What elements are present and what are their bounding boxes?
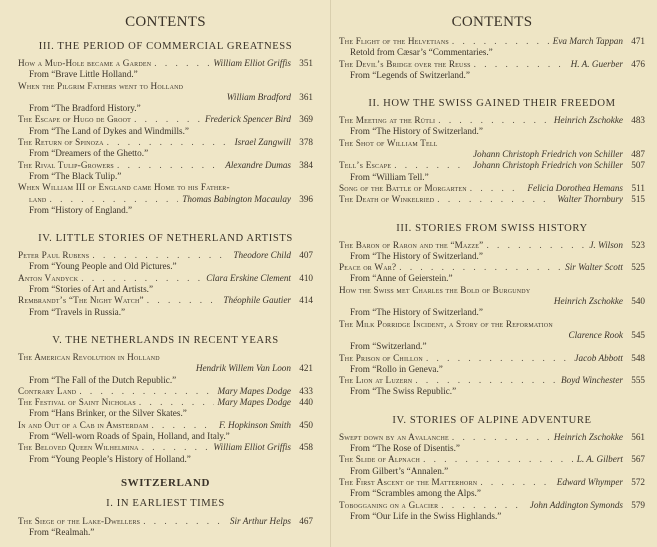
entry-title[interactable]: The Beloved Queen Wilhelmina bbox=[18, 442, 139, 453]
entry-author: Mary Mapes Dodge bbox=[217, 385, 291, 396]
entry-page-number: 421 bbox=[299, 363, 313, 374]
entry-author: J. Wilson bbox=[589, 239, 623, 250]
entry-author: Frederick Spencer Bird bbox=[204, 114, 291, 125]
entry-author: Israel Zangwill bbox=[234, 137, 291, 148]
entry-title[interactable]: The American Revolution in Holland bbox=[18, 351, 160, 362]
entry-page-number: 507 bbox=[631, 160, 645, 171]
entry-title[interactable]: Anton Vandyck bbox=[18, 272, 79, 283]
entry-page-number: 410 bbox=[299, 272, 313, 283]
entry-source: From Gilbert’s “Annalen.” bbox=[350, 465, 449, 476]
entry-author: Johann Christoph Friedrich von Schiller bbox=[472, 160, 623, 171]
leader-dots bbox=[140, 516, 226, 527]
toc-entry[interactable] bbox=[339, 59, 645, 82]
toc-entry[interactable] bbox=[18, 397, 313, 420]
entry-title[interactable]: Rembrandt’s “The Night Watch” bbox=[18, 295, 144, 306]
entry-page-number: 545 bbox=[631, 329, 645, 340]
entry-author: Edward Whymper bbox=[556, 476, 623, 487]
entry-author: Hendrik Willem Van Loon bbox=[195, 363, 291, 374]
entry-author-line bbox=[339, 149, 645, 160]
entry-line bbox=[18, 420, 313, 431]
entry-source: From “The Swiss Republic.” bbox=[350, 386, 457, 397]
entry-source: From “History of England.” bbox=[29, 204, 133, 215]
leader-dots bbox=[420, 454, 573, 465]
entry-line bbox=[339, 160, 645, 171]
toc-entry[interactable] bbox=[339, 262, 645, 285]
entry-title-line bbox=[18, 182, 313, 193]
leader-dots bbox=[136, 397, 214, 408]
entry-line bbox=[18, 397, 313, 408]
entry-line bbox=[339, 59, 645, 70]
toc-entry[interactable] bbox=[339, 36, 645, 59]
entry-title-line bbox=[339, 319, 645, 330]
entry-author: Sir Walter Scott bbox=[565, 262, 623, 273]
entry-line bbox=[339, 353, 645, 364]
section-heading: IV. LITTLE STORIES OF NETHERLAND ARTISTS bbox=[38, 233, 293, 245]
leader-dots bbox=[131, 114, 201, 125]
toc-entry[interactable] bbox=[339, 138, 645, 161]
entry-source: From “The Fall of the Dutch Republic.” bbox=[29, 374, 177, 385]
entry-page-number: 548 bbox=[631, 352, 645, 363]
entry-source: From “Scrambles among the Alps.” bbox=[350, 488, 481, 499]
entry-source: From “The Land of Dykes and Windmills.” bbox=[29, 125, 189, 136]
entry-title[interactable]: The Lion at Luzern bbox=[339, 375, 413, 386]
entry-line bbox=[18, 114, 313, 125]
entry-source: From “Anne of Geierstein.” bbox=[350, 273, 453, 284]
leader-dots bbox=[151, 58, 209, 69]
entry-title[interactable]: Song of the Battle of Morgarten bbox=[339, 182, 467, 193]
entry-line bbox=[18, 442, 313, 453]
leader-dots bbox=[391, 160, 469, 171]
entry-page-number: 378 bbox=[299, 137, 313, 148]
entry-source: From “William Tell.” bbox=[350, 171, 429, 182]
toc-entry[interactable] bbox=[339, 183, 645, 194]
entry-author: Clarence Rook bbox=[568, 329, 623, 340]
entry-page-number: 433 bbox=[299, 385, 313, 396]
entry-author-line bbox=[339, 330, 645, 341]
entry-line bbox=[339, 115, 645, 126]
entry-author-line bbox=[18, 363, 313, 374]
entry-title-line bbox=[339, 285, 645, 296]
toc-entry[interactable] bbox=[339, 454, 645, 477]
toc-entry[interactable] bbox=[18, 516, 313, 539]
entry-title[interactable]: How the Swiss met Charles the Bold of Burgundy bbox=[339, 284, 531, 295]
section-heading: I. IN EARLIEST TIMES bbox=[106, 497, 225, 509]
entry-title-continued[interactable]: land bbox=[29, 193, 47, 204]
entry-title[interactable]: The Festival of Saint Nicholas bbox=[18, 397, 136, 408]
toc-entry[interactable] bbox=[18, 81, 313, 115]
entry-line bbox=[339, 262, 645, 273]
leader-dots bbox=[104, 137, 231, 148]
toc-entry[interactable] bbox=[18, 137, 313, 160]
page-title: CONTENTS bbox=[451, 14, 533, 30]
entry-line bbox=[18, 58, 313, 69]
entry-source: From “Stories of Art and Artists.” bbox=[29, 284, 154, 295]
leader-dots bbox=[412, 375, 557, 386]
entry-title[interactable]: How a Mud-Hole became a Garden bbox=[18, 58, 152, 68]
leader-dots bbox=[449, 36, 549, 47]
entry-title[interactable]: The First Ascent of the Matterhorn bbox=[339, 476, 478, 487]
leader-dots bbox=[89, 250, 229, 261]
entry-line bbox=[18, 516, 313, 527]
entry-author: Eva March Tappan bbox=[552, 36, 623, 46]
toc-entry[interactable] bbox=[339, 319, 645, 353]
entry-title[interactable]: The Prison of Chillon bbox=[339, 352, 423, 363]
toc-entry[interactable] bbox=[18, 295, 313, 318]
entry-page-number: 572 bbox=[631, 476, 645, 487]
entry-author: Sir Arthur Helps bbox=[229, 515, 291, 526]
entry-title[interactable]: When the Pilgrim Fathers went to Holland bbox=[18, 80, 184, 91]
leader-dots bbox=[46, 194, 178, 205]
leader-dots bbox=[434, 194, 553, 205]
leader-dots bbox=[78, 273, 202, 284]
entry-page-number: 476 bbox=[631, 58, 645, 69]
toc-entry[interactable] bbox=[339, 160, 645, 183]
entry-author: L. A. Gilbert bbox=[576, 454, 623, 465]
entry-title[interactable]: Tell’s Escape bbox=[339, 160, 392, 171]
leader-dots bbox=[144, 295, 220, 306]
entry-page-number: 540 bbox=[631, 296, 645, 307]
entry-page-number: 361 bbox=[299, 91, 313, 102]
leader-dots bbox=[483, 240, 585, 251]
entry-source: From “Hans Brinker, or the Silver Skates.” bbox=[29, 408, 187, 419]
entry-line bbox=[18, 137, 313, 148]
page-title: CONTENTS bbox=[125, 14, 206, 30]
entry-title[interactable]: The Siege of the Lake-Dwellers bbox=[18, 515, 141, 526]
entry-source: From “Well-worn Roads of Spain, Holland, and Italy.” bbox=[29, 431, 230, 442]
entry-page-number: 396 bbox=[299, 193, 313, 204]
entry-title[interactable]: Peace or War? bbox=[339, 262, 397, 273]
entry-page-number: 407 bbox=[299, 250, 313, 261]
entry-author: William Bradford bbox=[226, 91, 291, 102]
entry-page-number: 450 bbox=[299, 419, 313, 430]
entry-title[interactable]: The Escape of Hugo de Groot bbox=[18, 114, 132, 125]
toc-entry[interactable] bbox=[18, 442, 313, 465]
entry-line bbox=[18, 160, 313, 171]
entry-title-line bbox=[18, 81, 313, 92]
leader-dots bbox=[139, 442, 210, 453]
entry-page-number: 483 bbox=[631, 115, 645, 126]
section-heading: III. THE PERIOD OF COMMERCIAL GREATNESS bbox=[38, 41, 293, 52]
entry-author: Jacob Abbott bbox=[574, 352, 623, 363]
entry-title-continued-line bbox=[18, 194, 313, 205]
entry-author: Boyd Winchester bbox=[561, 375, 623, 386]
entry-page-number: 384 bbox=[299, 159, 313, 170]
entry-page-number: 487 bbox=[631, 149, 645, 160]
entry-source: From “Young People’s History of Holland.” bbox=[29, 453, 191, 464]
entry-source: From “The Bradford History.” bbox=[29, 103, 141, 114]
section-heading: II. HOW THE SWISS GAINED THEIR FREEDOM bbox=[368, 98, 616, 110]
entry-title[interactable]: When William III of England came Home to his Father- bbox=[18, 182, 230, 193]
entry-line bbox=[339, 500, 645, 511]
entry-author: William Elliot Griffis bbox=[213, 58, 291, 68]
entry-page-number: 511 bbox=[631, 182, 645, 193]
entry-line bbox=[18, 386, 313, 397]
toc-entry[interactable] bbox=[339, 240, 645, 263]
entry-page-number: 440 bbox=[299, 397, 313, 408]
section-heading: III. STORIES FROM SWISS HISTORY bbox=[396, 222, 588, 234]
entry-title[interactable]: The Baron of Raron and the “Mazze” bbox=[339, 239, 484, 250]
leader-dots bbox=[76, 386, 213, 397]
entry-source: From “Brave Little Holland.” bbox=[29, 69, 138, 80]
entry-author: Walter Thornbury bbox=[557, 194, 623, 205]
entry-source: From “The Rose of Disentis.” bbox=[350, 443, 460, 454]
toc-entry[interactable] bbox=[339, 477, 645, 500]
entry-line bbox=[18, 250, 313, 261]
entry-source: From “The Black Tulip.” bbox=[29, 170, 122, 181]
entry-source: Retold from Cæsar’s “Commentaries.” bbox=[350, 47, 493, 58]
toc-entry[interactable] bbox=[339, 432, 645, 455]
entry-page-number: 561 bbox=[631, 431, 645, 442]
entry-author: Heinrich Zschokke bbox=[553, 296, 623, 307]
entry-title[interactable]: The Shot of William Tell bbox=[339, 137, 438, 148]
entry-author: Johann Christoph Friedrich von Schiller bbox=[472, 149, 623, 160]
entry-author: H. A. Guerber bbox=[570, 58, 623, 69]
entry-title[interactable]: The Flight of the Helvetians bbox=[339, 36, 449, 46]
toc-entry[interactable] bbox=[339, 375, 645, 398]
entry-source: From “Legends of Switzerland.” bbox=[350, 69, 470, 80]
entry-author: F. Hopkinson Smith bbox=[218, 419, 291, 430]
entry-page-number: 414 bbox=[299, 295, 313, 306]
leader-dots bbox=[148, 420, 215, 431]
entry-title[interactable]: Contrary Land bbox=[18, 385, 77, 396]
entry-page-number: 369 bbox=[299, 114, 313, 125]
toc-entry[interactable] bbox=[18, 160, 313, 183]
toc-entry[interactable] bbox=[18, 114, 313, 137]
leader-dots bbox=[396, 262, 561, 273]
toc-entry[interactable] bbox=[339, 194, 645, 205]
part-heading: SWITZERLAND bbox=[120, 476, 211, 489]
entry-title[interactable]: Swept down by an Avalanche bbox=[339, 431, 449, 442]
entry-source: From “Travels in Russia.” bbox=[29, 306, 126, 317]
entry-line bbox=[339, 194, 645, 205]
toc-entry[interactable] bbox=[339, 115, 645, 138]
entry-source: From “Dreamers of the Ghetto.” bbox=[29, 148, 149, 159]
entry-title[interactable]: Peter Paul Rubens bbox=[18, 250, 90, 261]
entry-author: Heinrich Zschokke bbox=[553, 431, 623, 442]
section-heading: IV. STORIES OF ALPINE ADVENTURE bbox=[392, 414, 592, 426]
entry-author: Heinrich Zschokke bbox=[553, 115, 623, 126]
entry-page-number: 579 bbox=[631, 499, 645, 510]
section-heading: V. THE NETHERLANDS IN RECENT YEARS bbox=[52, 334, 279, 346]
toc-entry[interactable] bbox=[339, 353, 645, 376]
entry-author: Theodore Child bbox=[233, 250, 291, 261]
entry-line bbox=[339, 375, 645, 386]
toc-entry[interactable] bbox=[18, 420, 313, 443]
entry-line bbox=[339, 36, 645, 47]
entry-page-number: 458 bbox=[299, 442, 313, 453]
entry-title[interactable]: The Return of Spinoza bbox=[18, 137, 104, 148]
entry-source: From “Our Life in the Swiss Highlands.” bbox=[350, 510, 502, 521]
entry-title[interactable]: The Devil’s Bridge over the Reuss bbox=[339, 58, 471, 69]
entry-title[interactable]: Tobogganing on a Glacier bbox=[339, 499, 439, 510]
entry-title-line bbox=[339, 138, 645, 149]
leader-dots bbox=[471, 59, 567, 70]
entry-author: Théophile Gautier bbox=[223, 295, 291, 306]
entry-page-number: 351 bbox=[299, 58, 313, 68]
toc-entry[interactable] bbox=[18, 182, 313, 216]
leader-dots bbox=[477, 477, 552, 488]
entry-title[interactable]: The Slide of Alpnach bbox=[339, 454, 421, 465]
entry-author: Clara Erskine Clement bbox=[206, 272, 291, 283]
leader-dots bbox=[423, 353, 570, 364]
entry-author: John Addington Symonds bbox=[529, 499, 623, 510]
entry-line bbox=[18, 295, 313, 306]
entry-author-line bbox=[18, 92, 313, 103]
entry-source: From “Young People and Old Pictures.” bbox=[29, 261, 177, 272]
leader-dots bbox=[435, 115, 550, 126]
toc-entry[interactable] bbox=[339, 500, 645, 523]
entry-author: William Elliot Griffis bbox=[213, 442, 291, 453]
entry-line bbox=[339, 183, 645, 194]
entry-line bbox=[18, 273, 313, 284]
entry-page-number: 467 bbox=[299, 515, 313, 526]
entry-author: Alexandre Dumas bbox=[225, 159, 291, 170]
entry-title[interactable]: The Meeting at the Rütli bbox=[339, 115, 436, 126]
entry-page-number: 567 bbox=[631, 454, 645, 465]
entry-page-number: 471 bbox=[631, 36, 645, 46]
toc-entry[interactable] bbox=[18, 386, 313, 397]
leader-dots bbox=[467, 183, 524, 194]
toc-entry[interactable] bbox=[18, 58, 313, 81]
entry-title-line bbox=[18, 352, 313, 363]
entry-author: Felicia Dorothea Hemans bbox=[527, 182, 623, 193]
toc-entry[interactable] bbox=[18, 273, 313, 296]
toc-entry[interactable] bbox=[18, 352, 313, 386]
leader-dots bbox=[449, 432, 550, 443]
entry-line bbox=[339, 454, 645, 465]
entry-author: Thomas Babington Macaulay bbox=[182, 193, 291, 204]
entry-author: Mary Mapes Dodge bbox=[217, 397, 291, 408]
entry-page-number: 523 bbox=[631, 239, 645, 250]
entry-author-line bbox=[339, 296, 645, 307]
right-page bbox=[331, 0, 657, 547]
entry-source: From “The History of Switzerland.” bbox=[350, 307, 483, 318]
entry-title[interactable]: The Death of Winkelried bbox=[339, 194, 435, 205]
entry-source: From “Switzerland.” bbox=[350, 341, 427, 352]
leader-dots bbox=[438, 500, 525, 511]
entry-title[interactable]: In and Out of a Cab in Amsterdam bbox=[18, 419, 149, 430]
entry-line bbox=[339, 240, 645, 251]
toc-entry[interactable] bbox=[18, 250, 313, 273]
entry-line bbox=[339, 477, 645, 488]
entry-source: From “The History of Switzerland.” bbox=[350, 250, 483, 261]
entry-title[interactable]: The Rival Tulip-Growers bbox=[18, 159, 114, 170]
entry-title[interactable]: The Milk Porridge Incident, a Story of the Reformation bbox=[339, 318, 553, 329]
toc-entry[interactable] bbox=[339, 285, 645, 319]
leader-dots bbox=[114, 160, 221, 171]
entry-source: From “The History of Switzerland.” bbox=[350, 126, 483, 137]
entry-page-number: 525 bbox=[631, 262, 645, 273]
entry-line bbox=[339, 432, 645, 443]
entry-source: From “Realmah.” bbox=[29, 527, 95, 538]
entry-page-number: 515 bbox=[631, 194, 645, 205]
entry-source: From “Rollo in Geneva.” bbox=[350, 363, 443, 374]
entry-page-number: 555 bbox=[631, 375, 645, 386]
